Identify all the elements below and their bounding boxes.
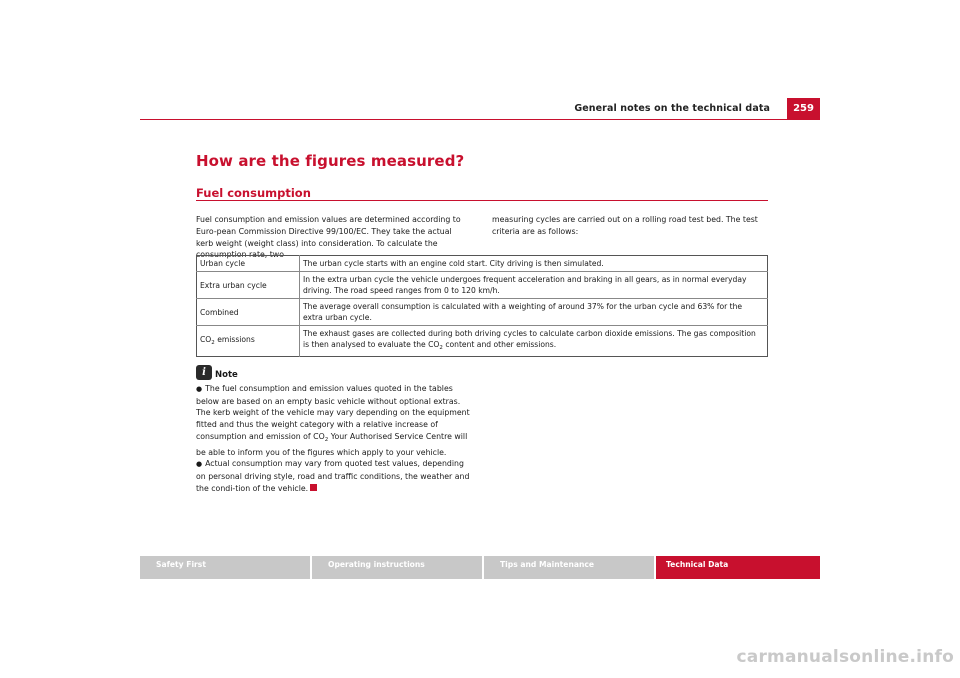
table-cell-text: The urban cycle starts with an engine cold start. City driving is then simulated. [300, 256, 768, 272]
bullet-icon: ● [196, 460, 203, 469]
intro-paragraph-col1: Fuel consumption and emission values are determined according to Euro-pean Commission Directive 99/100/EC. They take the actual kerb weight (weight class) into consideration. To calculate the consumption rate, two [196, 215, 461, 260]
end-of-section-icon [310, 484, 317, 491]
note-header [196, 363, 470, 380]
co2-label-pre: CO [200, 334, 212, 344]
section-title: Fuel consumption [196, 186, 311, 200]
table-row [197, 326, 768, 357]
note-item-2-text: Actual consumption may vary from quoted test values, depending on personal driving style, road and traffic conditions, the weather and the condi-tion of the vehicle. [196, 459, 470, 493]
footer-tab-technical-data[interactable]: Technical Data [656, 556, 820, 579]
test-criteria-table [196, 255, 768, 357]
table-row [197, 256, 768, 272]
co2-label-post: emissions [214, 334, 255, 344]
page-title: How are the figures measured? [196, 152, 465, 170]
footer-tab-safety-first[interactable]: Safety First [140, 556, 312, 579]
header-divider [140, 119, 820, 120]
info-icon: i [196, 365, 212, 380]
note-block [196, 363, 470, 494]
co2-text-pre: The exhaust gases are collected during both driving cycles to calculate carbon dioxide emissions. The gas composition is then analysed to evaluate the CO [303, 329, 756, 349]
footer-tab-operating-instructions[interactable]: Operating instructions [312, 556, 484, 579]
page-number: 259 [787, 98, 820, 119]
running-header-title: General notes on the technical data [574, 103, 770, 114]
table-cell-text [300, 326, 768, 357]
table-cell-label: Extra urban cycle [197, 272, 300, 299]
table-row [197, 299, 768, 326]
intro-paragraph-col2: measuring cycles are carried out on a rolling road test bed. The test criteria are as follows: [492, 215, 758, 236]
co2-label-sub: 2 [211, 339, 215, 346]
note-item-1-pre: The fuel consumption and emission values quoted in the tables below are based on an empty basic vehicle without optional extras. The kerb weight of the vehicle may vary depending on the equipment fitted and thus the weight category with a relative increase of consumption and emission of CO [196, 384, 470, 441]
bullet-icon: ● [196, 385, 203, 393]
note-label: Note [215, 370, 238, 380]
table-cell-label: Urban cycle [197, 256, 300, 272]
co2-text-sub: 2 [439, 345, 443, 351]
table-cell-text: The average overall consumption is calculated with a weighting of around 37% for the urban cycle and 63% for the extra urban cycle. [300, 299, 768, 326]
table-cell-text: In the extra urban cycle the vehicle undergoes frequent acceleration and braking in all gears, as in normal everyday driving. The road speed ranges from 0 to 120 km/h. [300, 272, 768, 299]
table-cell-label: Combined [197, 299, 300, 326]
watermark: carmanualsonline.info [736, 647, 954, 667]
note-item-2 [196, 458, 470, 494]
table-cell-label [197, 326, 300, 357]
note-item-1-post: Your Authorised Service Centre will be able to inform you of the figures which apply to your vehicle. [196, 431, 468, 457]
co2-text-post: content and other emissions. [442, 340, 557, 349]
note-item-1 [196, 383, 470, 458]
table-row [197, 272, 768, 299]
footer-nav [140, 556, 820, 579]
section-divider [196, 200, 768, 201]
note-item-1-sub: 2 [324, 436, 329, 443]
footer-tab-tips-and-maintenance[interactable]: Tips and Maintenance [484, 556, 656, 579]
